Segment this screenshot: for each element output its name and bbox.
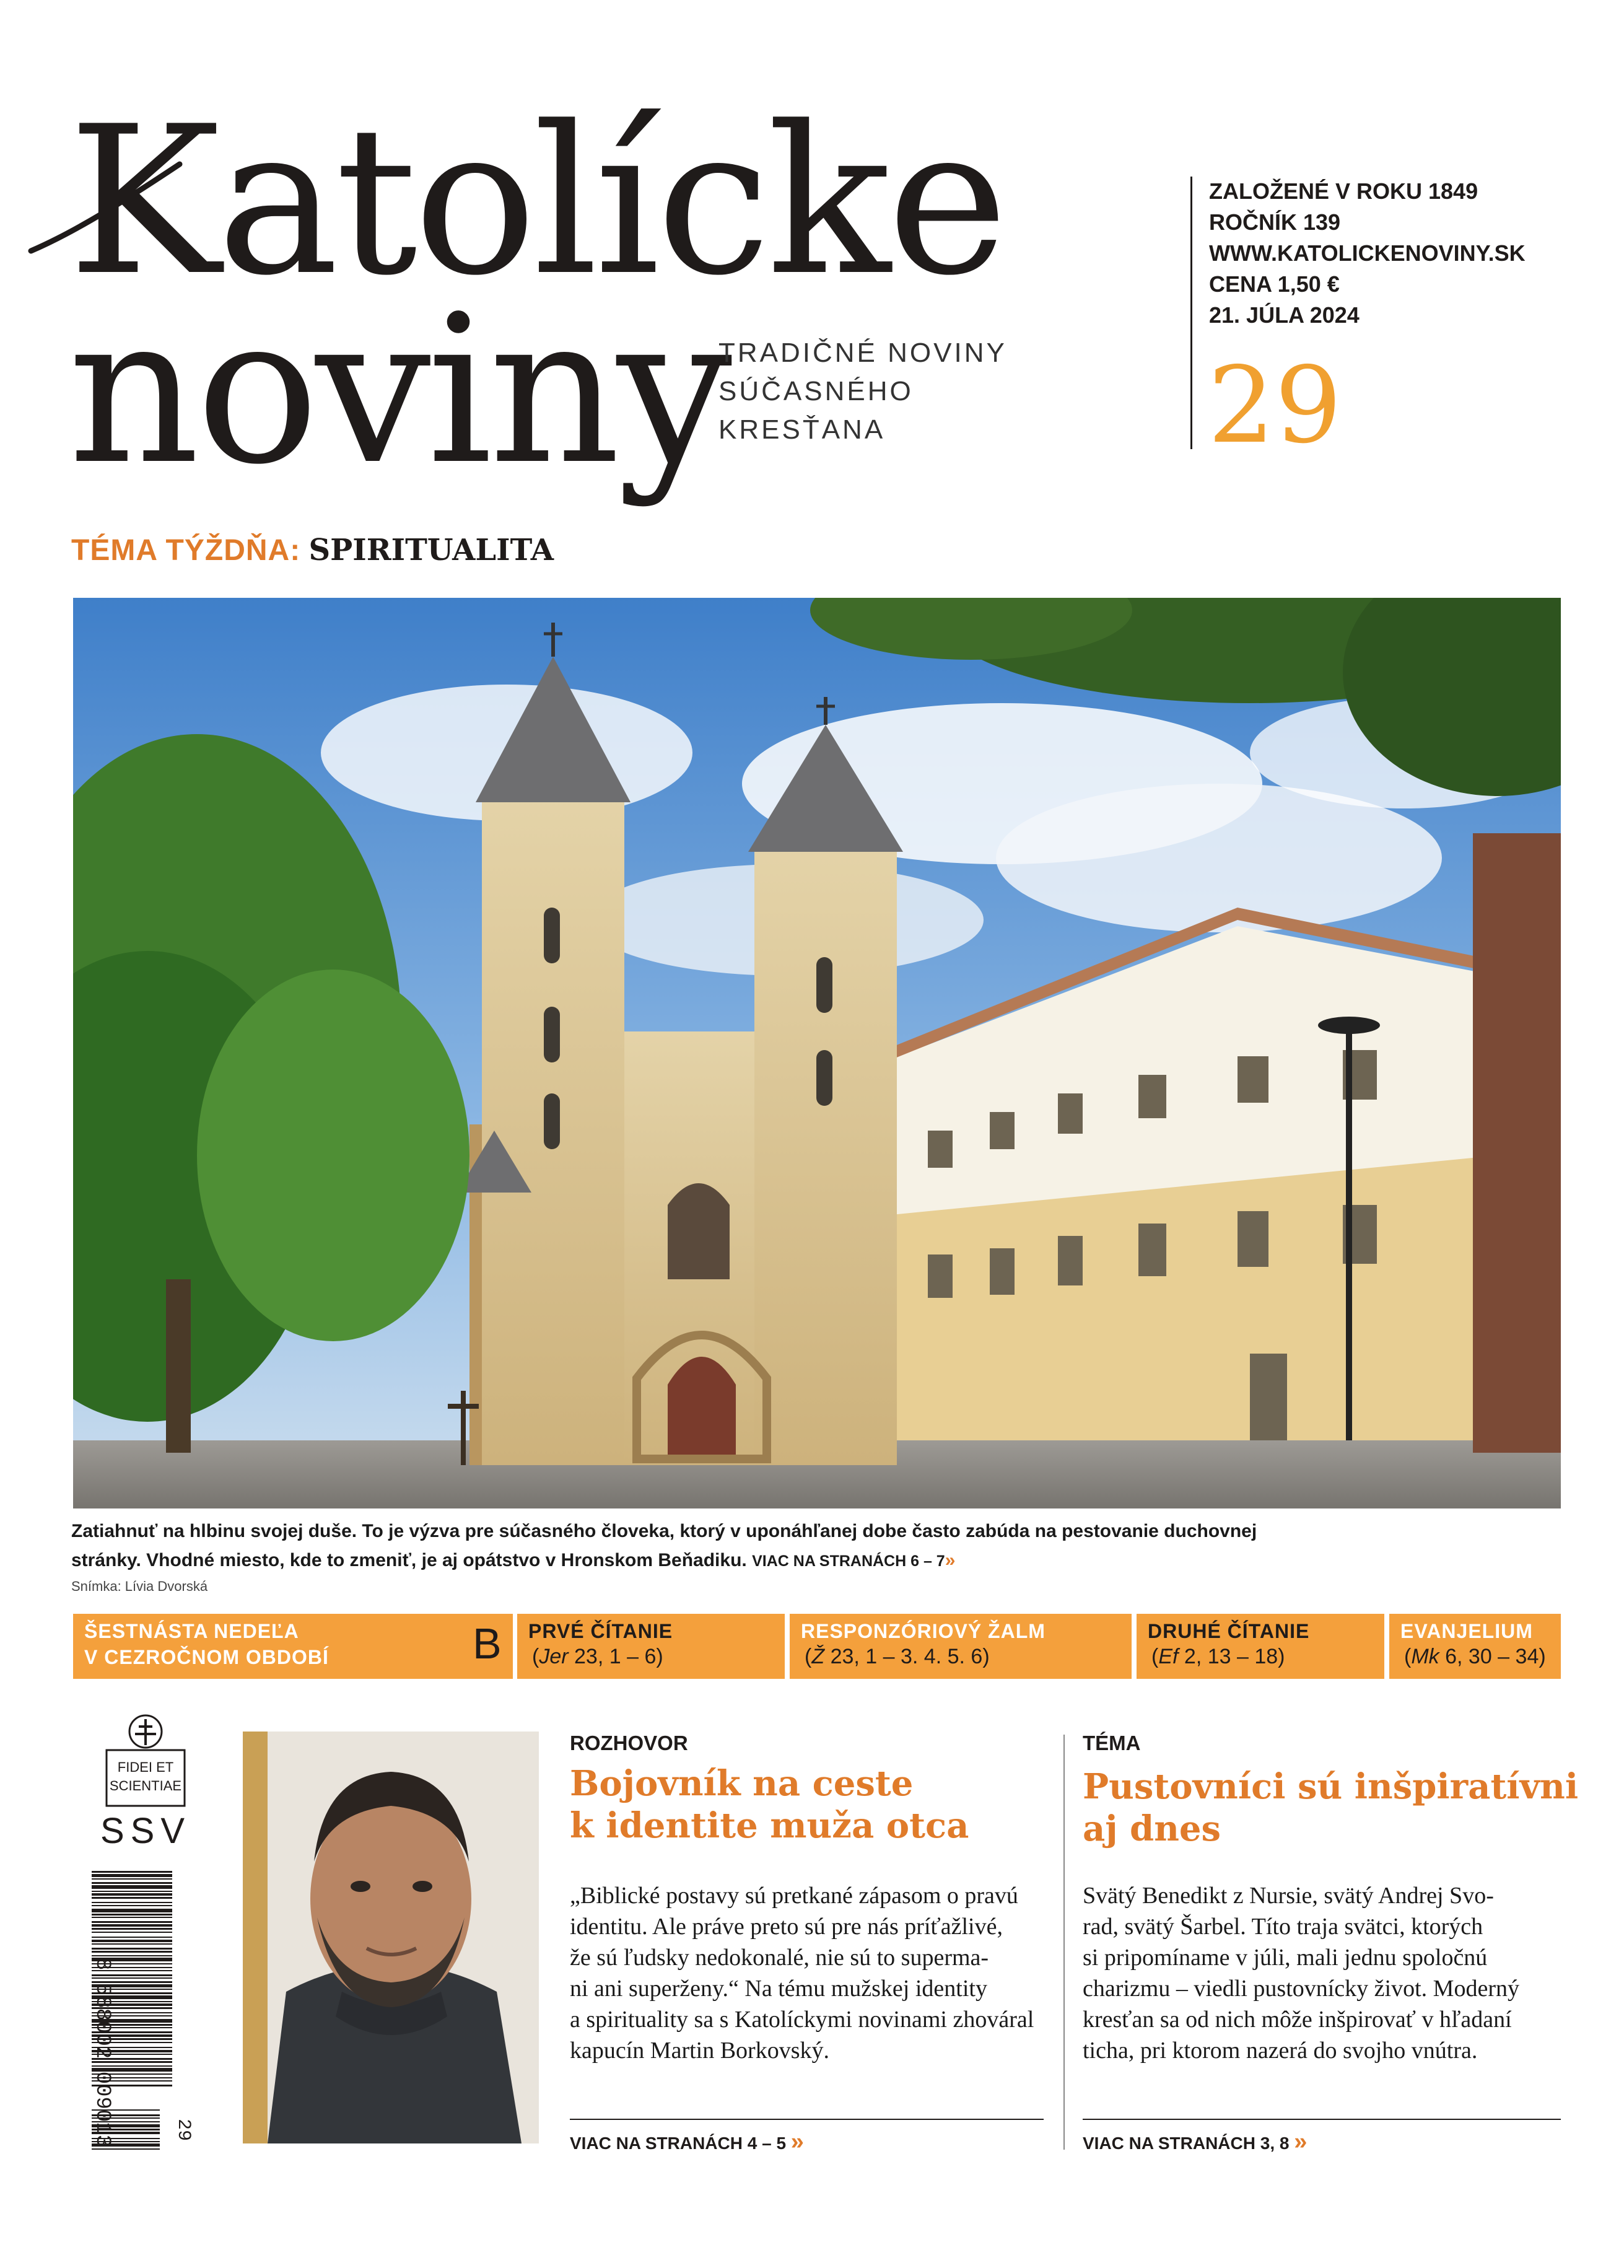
interview-more-link[interactable]: VIAC NA STRANÁCH 4 – 5 » (570, 2129, 804, 2155)
liturgical-cycle: B (473, 1619, 502, 1668)
reading-label: RESPONZÓRIOVÝ ŽALM (801, 1620, 1046, 1642)
reading-reference: (Ž 23, 1 – 3. 4. 5. 6) (805, 1645, 990, 1668)
reading-gospel (1389, 1614, 1561, 1679)
reading-label: PRVÉ ČÍTANIE (528, 1620, 673, 1642)
barcode (92, 1871, 212, 2150)
price: CENA 1,50 € (1209, 271, 1340, 297)
volume-number: ROČNÍK 139 (1209, 209, 1341, 235)
svg-text:SCIENTIAE: SCIENTIAE (109, 1778, 182, 1793)
double-chevron-right-icon: » (790, 2129, 804, 2155)
masthead-title-line1: Katolícke (68, 82, 1005, 320)
reading-second (1137, 1614, 1384, 1679)
reading-label: EVANJELIUM (1400, 1620, 1533, 1642)
issue-info-divider (1190, 177, 1192, 449)
reading-reference: (Mk 6, 30 – 34) (1404, 1645, 1546, 1668)
portrait-photo (243, 1732, 539, 2143)
theme-of-week (71, 533, 554, 567)
interview-headline-line2[interactable]: k identite muža otca (570, 1805, 969, 1846)
hero-more-link[interactable]: VIAC NA STRANÁCH 6 – 7 (752, 1552, 945, 1570)
reading-first (517, 1614, 785, 1679)
website-link[interactable]: WWW.KATOLICKENOVINY.SK (1209, 240, 1526, 266)
tagline-line2: SÚČASNÉHO (718, 376, 914, 406)
double-chevron-right-icon: » (945, 1550, 956, 1570)
founded-year: ZALOŽENÉ V ROKU 1849 (1209, 178, 1478, 204)
tagline-line1: TRADIČNÉ NOVINY (718, 338, 1007, 368)
sunday-name-line2: V CEZROČNOM OBDOBÍ (84, 1646, 329, 1668)
double-chevron-right-icon: » (1294, 2129, 1307, 2155)
reading-reference: (Ef 2, 13 – 18) (1151, 1645, 1285, 1668)
masthead-title-line2: noviny (68, 271, 729, 509)
reading-reference: (Jer 23, 1 – 6) (532, 1645, 663, 1668)
hero-caption-line1: Zatiahnuť na hlbinu svojej duše. To je výzva pre súčasného človeka, ktorý v uponáhľanej dobe často zabúda na pestovanie duchovnej (71, 1521, 1257, 1541)
tagline-line3: KRESŤANA (718, 414, 886, 445)
column-divider (1063, 1735, 1065, 2150)
interview-section-label: ROZHOVOR (570, 1732, 688, 1754)
theme-label: TÉMA TÝŽDŇA: (71, 534, 301, 567)
hero-caption-text: stránky. Vhodné miesto, kde to zmeniť, je aj opátstvo v Hronskom Beňadiku. (71, 1550, 747, 1570)
interview-rule (570, 2119, 1044, 2120)
sunday-name-line1: ŠESTNÁSTA NEDEĽA (84, 1620, 299, 1642)
liturgy-sunday (73, 1614, 513, 1679)
svg-text:FIDEI ET: FIDEI ET (117, 1759, 174, 1775)
feature-headline-line1[interactable]: Pustovníci sú inšpiratívni (1083, 1766, 1579, 1807)
publisher-logo (99, 1713, 192, 1855)
feature-body: Svätý Benedikt z Nursie, svätý Andrej Svo- rad, svätý Šarbel. Títo traja svätci, ktorých si pripomíname v júli, mali jednu spoločnú charizmu – viedli pustovnícky život. Moderný kresťan sa od nich môže inšpirovať v hľadaní ticha, pri ktorom nazerá do svojho vnútra. (1083, 1883, 1519, 2064)
theme-value: SPIRITUALITA (308, 533, 554, 567)
interview-body: „Biblické postavy sú pretkané zápasom o pravú identitu. Ale práve preto sú pre nás príťažlivé, že sú ľudsky nedokonalé, nie sú to superma- ni ani superženy.“ Na tému mužskej identity a spirituality sa s Katolíckymi novinami zhováral kapucín Martin Borkovský. (570, 1883, 1034, 2064)
barcode-addon: 29 (173, 2119, 194, 2142)
feature-section-label: TÉMA (1083, 1732, 1141, 1754)
svg-text:SSV: SSV (100, 1811, 191, 1851)
feature-more-link[interactable]: VIAC NA STRANÁCH 3, 8 » (1083, 2129, 1307, 2155)
hero-caption-line2 (71, 1550, 955, 1571)
hero-photo-abbey (73, 598, 1561, 1508)
barcode-digits: 8 588002 009013 (90, 1958, 114, 2148)
feature-rule (1083, 2119, 1561, 2120)
photo-credit: Snímka: Lívia Dvorská (71, 1578, 208, 1594)
reading-psalm (790, 1614, 1132, 1679)
feature-headline-line2[interactable]: aj dnes (1083, 1808, 1221, 1849)
interview-headline-line1[interactable]: Bojovník na ceste (570, 1763, 914, 1804)
issue-date: 21. JÚLA 2024 (1209, 302, 1360, 328)
reading-label: DRUHÉ ČÍTANIE (1148, 1620, 1310, 1642)
issue-number: 29 (1208, 344, 1342, 467)
